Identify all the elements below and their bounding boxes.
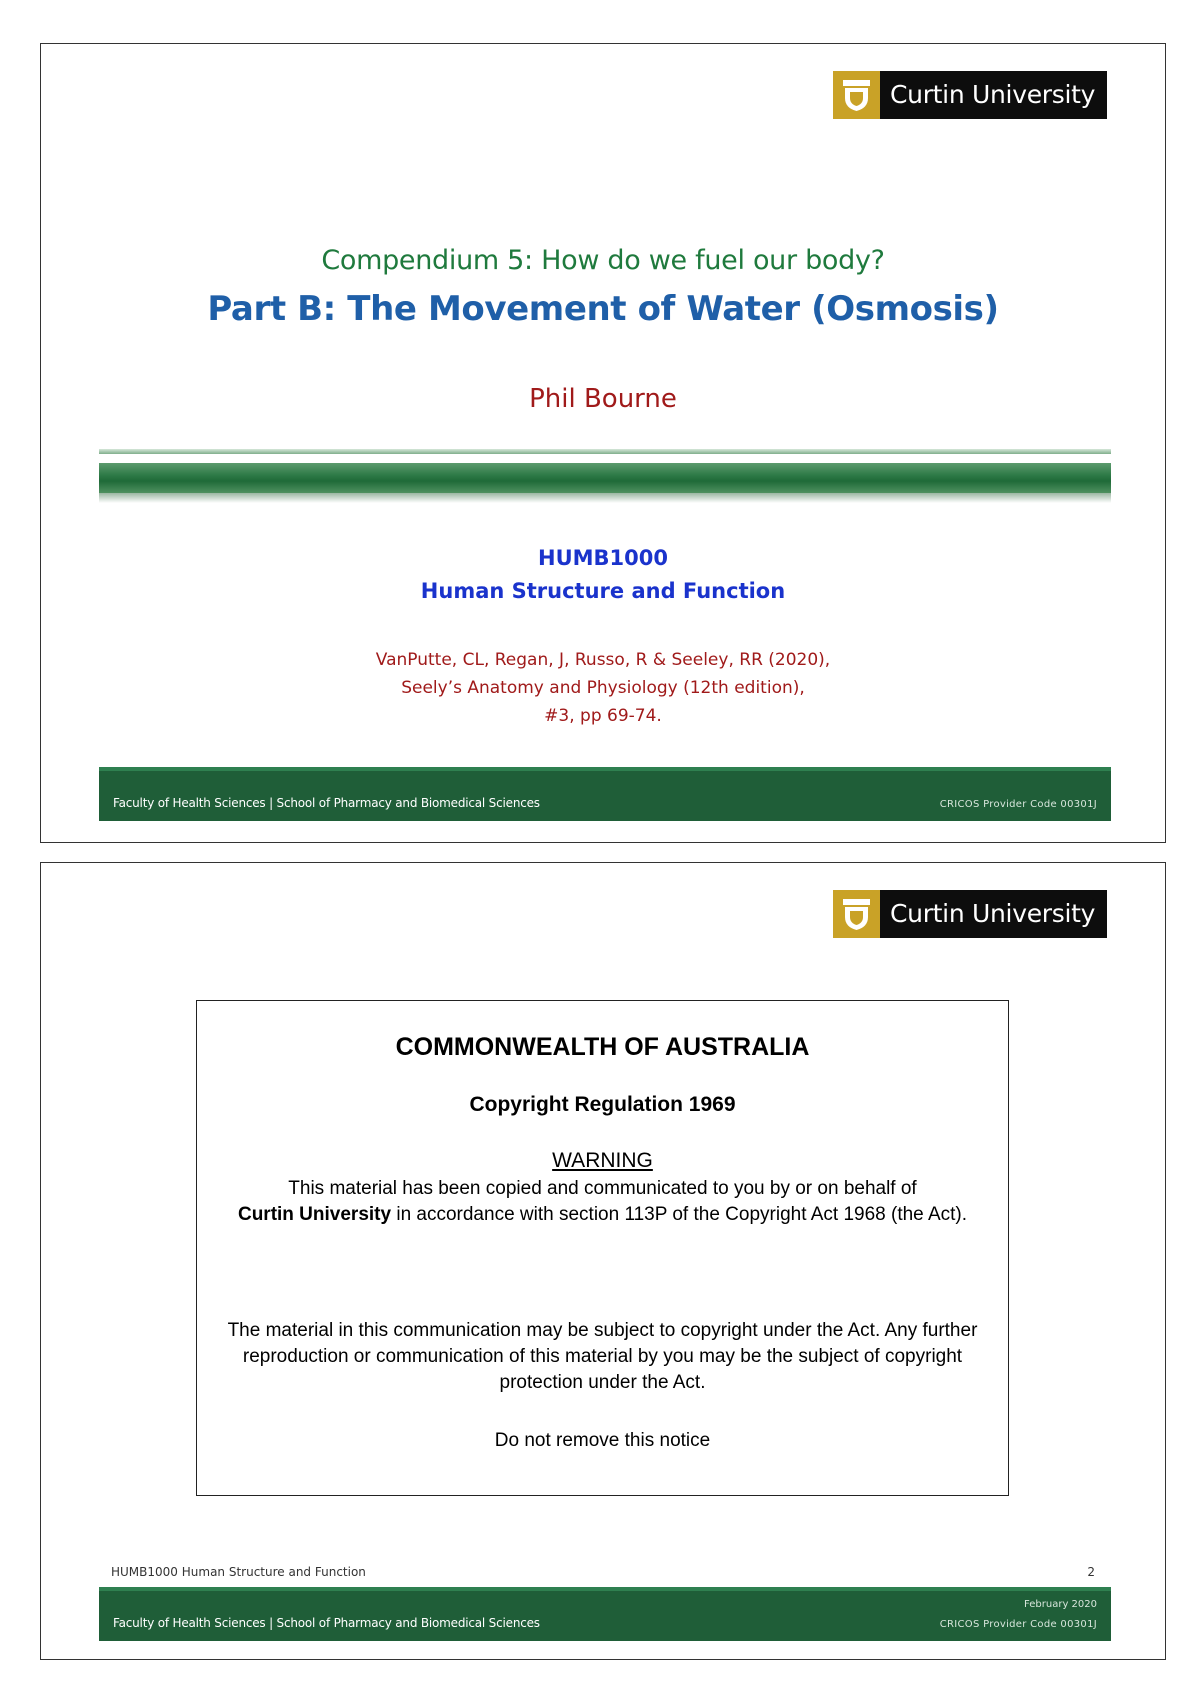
curtin-logo: [833, 890, 1107, 938]
footer-date: February 2020: [1024, 1599, 1097, 1610]
notice-text: This material has been copied and communicated to you by or on behalf of: [288, 1178, 917, 1199]
reference-line: VanPutte, CL, Regan, J, Russo, R & Seeley, RR (2020),: [375, 650, 831, 670]
notice-warning: WARNING: [552, 1149, 653, 1172]
notice-paragraph-3: Do not remove this notice: [494, 1430, 711, 1451]
footer-bar: [99, 767, 1111, 821]
footer-cricos: CRICOS Provider Code 00301J: [939, 1619, 1097, 1630]
slide-2: [40, 862, 1166, 1660]
notice-text: in accordance with section 113P of the Copyright Act 1968 (the Act).: [391, 1204, 968, 1225]
notice-subtitle: Copyright Regulation 1969: [469, 1093, 736, 1116]
footer-faculty: Faculty of Health Sciences | School of Pharmacy and Biomedical Sciences: [113, 1616, 540, 1630]
slide-title: Part B: The Movement of Water (Osmosis): [207, 289, 999, 329]
slide-footer-course: HUMB1000 Human Structure and Function: [111, 1565, 366, 1579]
curtin-shield-icon: [833, 890, 880, 938]
logo-text: Curtin University: [880, 71, 1107, 119]
notice-title: COMMONWEALTH OF AUSTRALIA: [395, 1033, 810, 1061]
notice-university: Curtin University: [237, 1204, 392, 1225]
slide-number: 2: [1087, 1565, 1095, 1579]
divider-line: [99, 449, 1111, 454]
author-name: Phil Bourne: [529, 384, 677, 414]
course-code: HUMB1000: [538, 546, 668, 570]
copyright-notice: [196, 1000, 1009, 1496]
footer-cricos: CRICOS Provider Code 00301J: [939, 799, 1097, 810]
footer-bar: [99, 1587, 1111, 1641]
curtin-shield-icon: [833, 71, 880, 119]
reference-line: Seely’s Anatomy and Physiology (12th edition),: [401, 678, 805, 698]
green-band-shadow: [99, 493, 1111, 503]
footer-faculty: Faculty of Health Sciences | School of Pharmacy and Biomedical Sciences: [113, 796, 540, 810]
logo-text: Curtin University: [880, 890, 1107, 938]
notice-paragraph-2: The material in this communication may be subject to copyright under the Act. Any further reproduction or communication of this material by you may be the subject of copyright protection under the Act.: [227, 1320, 978, 1393]
compendium-heading: Compendium 5: How do we fuel our body?: [321, 245, 885, 276]
course-name: Human Structure and Function: [420, 579, 786, 603]
curtin-logo: [833, 71, 1107, 119]
slide-1: [40, 43, 1166, 843]
notice-paragraph-1: [217, 1176, 988, 1228]
reference-line: #3, pp 69-74.: [544, 706, 662, 726]
green-band: [99, 463, 1111, 493]
